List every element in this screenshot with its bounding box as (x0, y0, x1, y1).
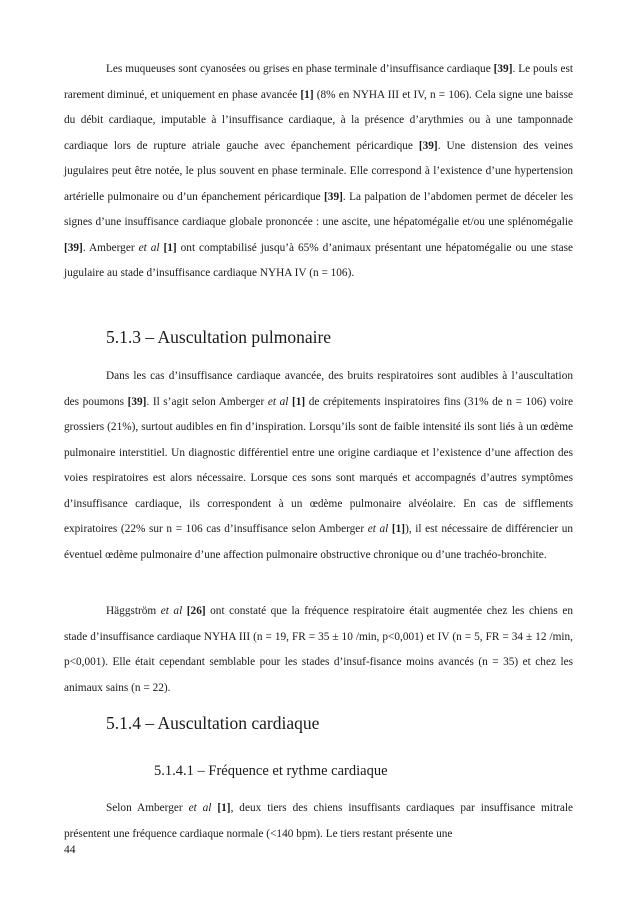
text-run: Dans les cas d’insuffisance cardiaque avancée, des bruits respiratoires sont audibles à l’auscultation des poumons (64, 370, 573, 408)
subsection-heading-5-1-4-1: 5.1.4.1 – Fréquence et rythme cardiaque (154, 763, 388, 779)
text-run: , deux tiers des chiens insuffisants cardiaques par insuffisance mitrale présentent une fréquence cardiaque normale (<140 bpm). Le tiers restant présente une (64, 802, 574, 840)
text-run: . Le pouls est rarement diminué, et uniquement en phase avancée (64, 63, 573, 101)
paragraph-pulmonary-auscultation (64, 364, 573, 568)
text-run: . La palpation de l’abdomen permet de déceler les signes d’une insuffisance cardiaque globale prononcée : une ascite, une hépatomégalie et/ou une splénomégalie (64, 190, 573, 228)
et-al-italic: et al (160, 605, 183, 617)
citation-ref: [39] (127, 395, 147, 408)
et-al-italic: et al (138, 241, 160, 254)
text-run: . Une distension des veines jugulaires peut être notée, le plus souvent en phase terminale. Elle correspond à l’existence d’une hypertension artérielle pulmonaire ou d’un épanchement péricardique (64, 139, 573, 203)
text-run: . Amberger (82, 241, 139, 254)
citation-ref: [1] (300, 88, 314, 101)
citation-ref: [39] (64, 241, 83, 254)
text-run: (8% en NYHA III et IV, n = 106). Cela signe une baisse du débit cardiaque, imputable à l’insuffisance cardiaque, à la présence d’arythmies ou à une tamponnade cardiaque lors de rupture atriale gauche avec épanchement péricardique (64, 88, 574, 152)
text-run: ), il est nécessaire de différencier un éventuel œdème pulmonaire d’une affection pulmonaire obstructive chronique ou d’une trachéo-bronchite. (64, 523, 574, 561)
text-run: Les muqueuses sont cyanosées ou grises en phase terminale d’insuffisance cardiaque (106, 63, 494, 75)
text-run: ont constaté que la fréquence respiratoire était augmentée chez les chiens en stade d’insuffisance cardiaque NYHA III (n = 19, FR = 35 ± 10 /min, p<0,001) et IV (n = 5, FR = 34 ± 12 /min, p<0,001). Elle était cependant semblable pour les stades d’insuf-fisance moins avancés (n = 35) et chez les animaux sains (n = 22). (64, 605, 574, 694)
text-run: ont comptabilisé jusqu’à 65% d’animaux présentant une hépatomégalie ou une stase jugulaire au stade d’insuffisance cardiaque NYHA IV (n = 106). (64, 241, 574, 279)
citation-ref: [1] (217, 802, 231, 814)
citation-ref: [1] (163, 241, 177, 254)
et-al-italic: et al (367, 523, 389, 535)
text-run: de crépitements inspiratoires fins (31% de n = 106) voire grossiers (21%), surtout audibles en fin d’inspiration. Lorsqu’ils sont de faible intensité ils sont liés à un œdème pulmonaire interstitiel. Un diagnostic différentiel entre une origine cardiaque et l’existence d’une affection des voies respiratoires est alors nécessaire. Lorsque ces sons sont marqués et accompagnés d’autres symptômes d’insuffisance cardiaque, ils correspondent à un œdème pulmonaire alvéolaire. En cas de sifflements expiratoires (22% sur n = 106 cas d’insuffisance selon Amberger (64, 395, 574, 535)
citation-ref: [39] (324, 190, 343, 203)
citation-ref: [26] (186, 605, 206, 617)
citation-ref: [1] (391, 523, 406, 535)
citation-ref: [39] (493, 63, 513, 75)
paragraph-heart-rate (64, 796, 573, 847)
text-run: Häggström (106, 605, 161, 617)
text-run: Selon Amberger (106, 802, 189, 814)
paragraph-clinical-signs (64, 57, 573, 287)
et-al-italic: et al (188, 802, 212, 814)
et-al-italic: et al (267, 395, 289, 408)
section-heading-5-1-4: 5.1.4 – Auscultation cardiaque (106, 713, 320, 733)
citation-ref: [39] (418, 139, 438, 152)
page-number: 44 (64, 844, 76, 856)
paragraph-respiratory-rate (64, 599, 573, 701)
text-run: . Il s’agit selon Amberger (146, 395, 268, 408)
citation-ref: [1] (291, 395, 306, 408)
section-heading-5-1-3: 5.1.3 – Auscultation pulmonaire (106, 327, 332, 347)
